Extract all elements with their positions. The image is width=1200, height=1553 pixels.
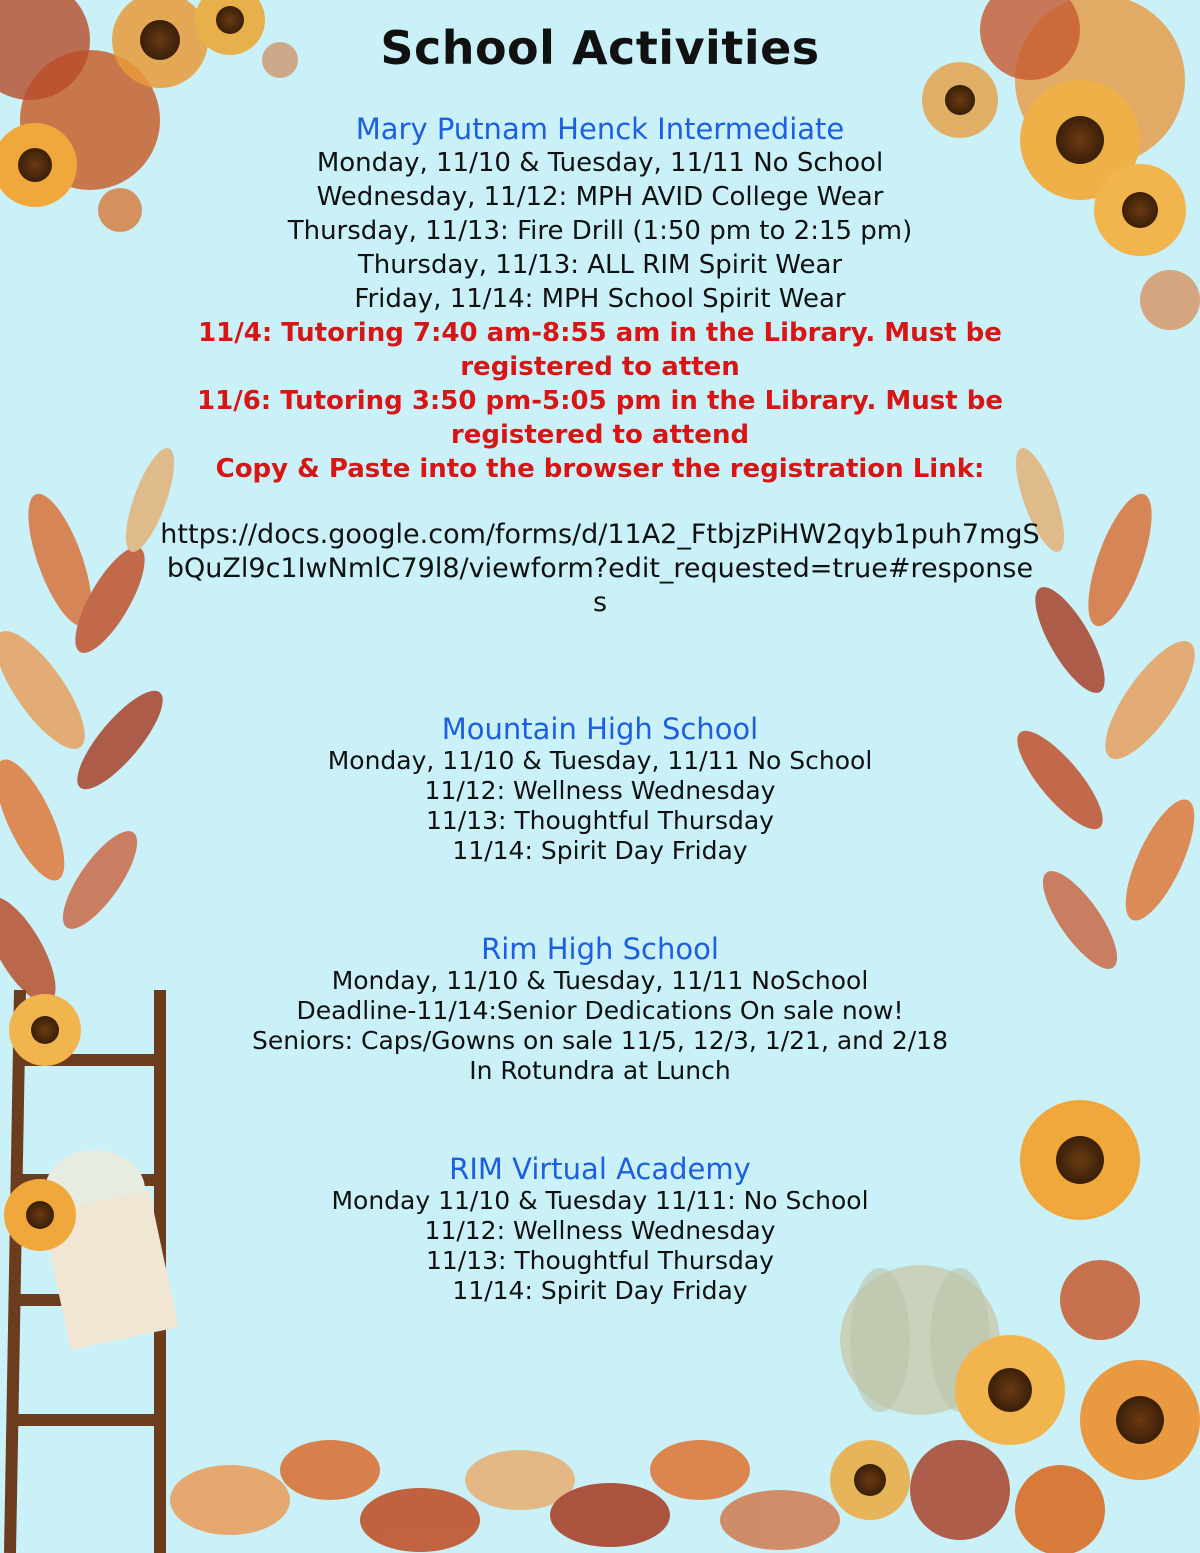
virtual-line: 11/13: Thoughtful Thursday — [426, 1246, 774, 1275]
virtual-line: 11/14: Spirit Day Friday — [452, 1276, 748, 1305]
registration-instructions: Copy & Paste into the browser the registration Link: — [215, 454, 985, 484]
rim-line: In Rotundra at Lunch — [469, 1056, 731, 1085]
page-title: School Activities — [380, 21, 820, 75]
section-heading-rim: Rim High School — [481, 932, 719, 966]
mph-line: Monday, 11/10 & Tuesday, 11/11 No School — [316, 148, 884, 178]
registration-link[interactable]: https://docs.google.com/forms/d/11A2_FtbjzPiHW2qyb1puh7mgSbQuZl9c1IwNmlC79l8/viewform?edit_requested=true#responses — [160, 519, 1040, 618]
virtual-line: Monday 11/10 & Tuesday 11/11: No School — [331, 1186, 869, 1215]
rim-line: Monday, 11/10 & Tuesday, 11/11 NoSchool — [331, 966, 869, 995]
mountain-line: 11/13: Thoughtful Thursday — [426, 806, 774, 835]
rim-line: Seniors: Caps/Gowns on sale 11/5, 12/3, 1/21, and 2/18 — [252, 1026, 948, 1055]
mountain-line: 11/14: Spirit Day Friday — [452, 836, 748, 865]
mph-line: Friday, 11/14: MPH School Spirit Wear — [354, 284, 846, 314]
section-rim-high — [120, 932, 1080, 1086]
section-heading-virtual: RIM Virtual Academy — [449, 1152, 751, 1186]
rim-line: Deadline-11/14:Senior Dedications On sale now! — [296, 996, 904, 1025]
section-virtual-academy — [120, 1152, 1080, 1306]
tutoring-alert: 11/4: Tutoring 7:40 am-8:55 am in the Library. Must be registered to atten — [198, 318, 1002, 382]
mph-line: Thursday, 11/13: ALL RIM Spirit Wear — [357, 250, 843, 280]
tutoring-alert: 11/6: Tutoring 3:50 pm-5:05 pm in the Library. Must be registered to attend — [197, 386, 1003, 450]
mountain-line: 11/12: Wellness Wednesday — [424, 776, 776, 805]
section-heading-mph: Mary Putnam Henck Intermediate — [355, 112, 845, 146]
bottom-leaves — [170, 1440, 840, 1552]
activities-content — [120, 18, 1080, 1306]
section-mountain-high — [120, 712, 1080, 866]
mountain-line: Monday, 11/10 & Tuesday, 11/11 No School — [327, 746, 873, 775]
virtual-line: 11/12: Wellness Wednesday — [424, 1216, 776, 1245]
section-heading-mountain: Mountain High School — [441, 712, 759, 746]
section-mph — [120, 112, 1080, 620]
mph-line: Wednesday, 11/12: MPH AVID College Wear — [316, 182, 884, 212]
mph-line: Thursday, 11/13: Fire Drill (1:50 pm to 2:15 pm) — [287, 216, 913, 246]
